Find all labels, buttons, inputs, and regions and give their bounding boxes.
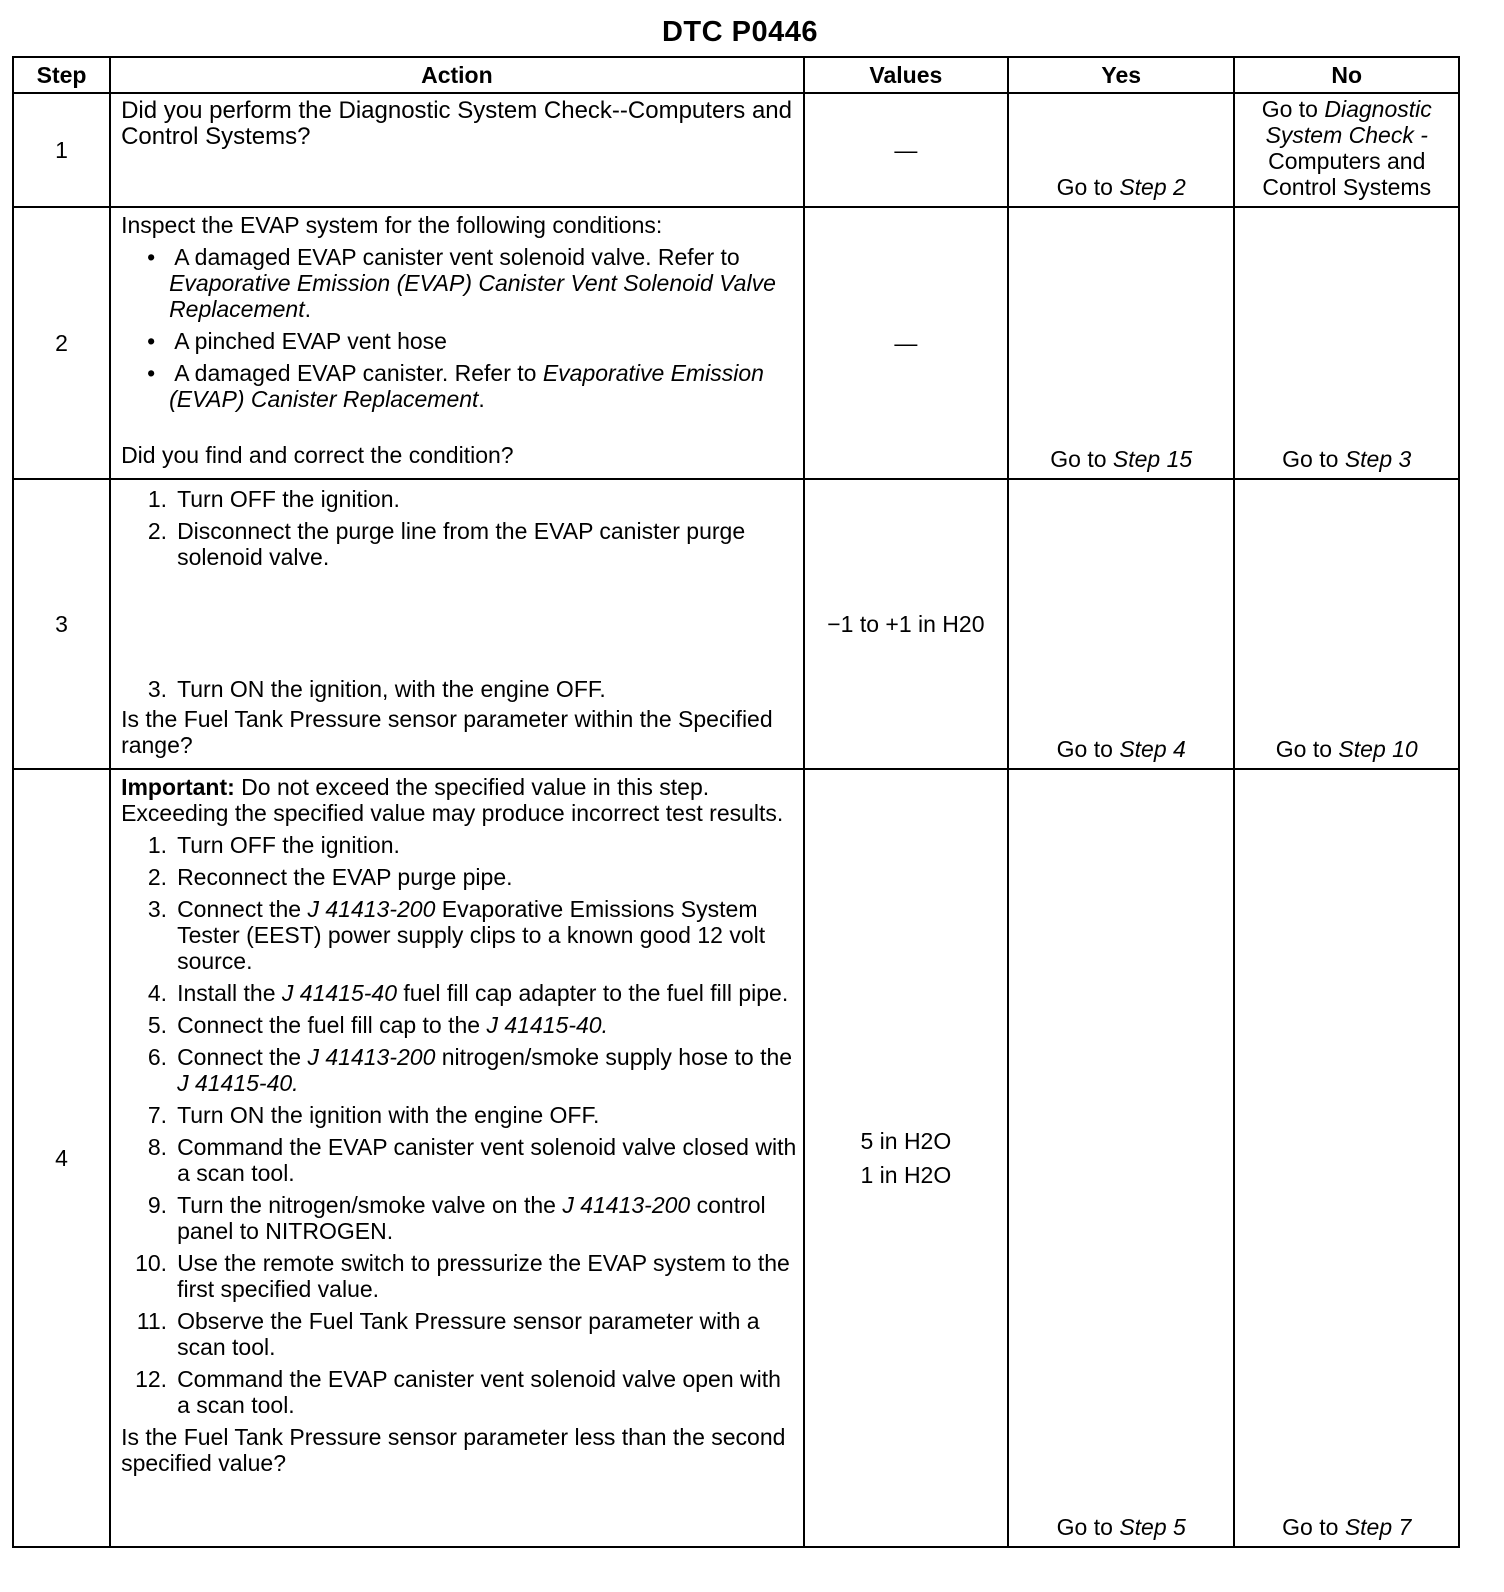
list-item: 5. Connect the fuel fill cap to the J 41415-40. [147,1012,608,1038]
header-step: Step [13,57,110,93]
list-item: 3. Connect the J 41413-200 Evaporative Emissions System Tester (EEST) power supply clips to a known good 12 volt source. [147,896,766,974]
header-action: Action [110,57,804,93]
value-first: 5 in H2O [860,1128,952,1154]
action-question: Is the Fuel Tank Pressure sensor parameter less than the second specified value? [121,1424,786,1476]
document-title: DTC P0446 [661,16,818,48]
yes-cell [1008,769,1235,1547]
list-item: 3. Turn ON the ignition, with the engine OFF. [147,676,606,702]
header-row [13,57,1459,93]
go-to-text: Go to [1056,736,1113,762]
yes-link[interactable]: Step 15 [1112,446,1193,472]
go-to-text: Go to [1056,1514,1113,1540]
values-cell [804,769,1008,1547]
action-question: Is the Fuel Tank Pressure sensor parameter within the Specified range? [121,706,773,758]
yes-cell [1008,93,1235,207]
go-to-text: Go to [1275,736,1333,762]
list-item: 1. Turn OFF the ignition. [147,832,400,858]
yes-link[interactable]: Step 2 [1119,174,1186,200]
header-values: Values [804,57,1008,93]
diagnostic-table [12,56,1460,1548]
tool-link[interactable]: J 41413-200 [562,1192,691,1218]
step-number: 2 [13,207,110,479]
yes-cell [1008,479,1235,769]
list-item: 7. Turn ON the ignition with the engine OFF. [147,1102,600,1128]
go-to-text: Go to [1261,96,1318,122]
go-to-text: Go to [1282,1514,1339,1540]
go-to-text: Go to [1050,446,1107,472]
important-label: Important: [121,774,235,800]
no-link[interactable]: Step 7 [1344,1514,1412,1540]
values-cell: — [804,93,1008,207]
important-note: Important: Do not exceed the specified value in this step. Exceeding the specified value may produce incorrect test results. [121,774,784,826]
list-item: 12. Command the EVAP canister vent solenoid valve open with a scan tool. [135,1366,781,1418]
list-item: 1. Turn OFF the ignition. [147,486,400,512]
step-number: 4 [13,769,110,1547]
tool-link[interactable]: J 41415-40. [486,1012,608,1038]
no-cell [1234,93,1459,207]
no-link[interactable]: Step 10 [1338,736,1418,762]
list-item: 2. Disconnect the purge line from the EVAP canister purge solenoid valve. [147,518,746,570]
list-item: • A damaged EVAP canister vent solenoid valve. Refer to Evaporative Emission (EVAP) Canister Vent Solenoid Valve Replacement. [121,244,797,322]
reference-link[interactable]: Evaporative Emission (EVAP) Canister Vent Solenoid Valve Replacement [169,270,776,322]
list-item: 6. Connect the J 41413-200 nitrogen/smoke supply hose to the J 41415-40. [147,1044,793,1096]
no-cell [1234,769,1459,1547]
yes-link[interactable]: Step 5 [1119,1514,1186,1540]
no-cell [1234,479,1459,769]
table-row [13,207,1459,479]
yes-link[interactable]: Step 4 [1119,736,1186,762]
action-cell [110,479,804,769]
step-number: 3 [13,479,110,769]
no-cell [1234,207,1459,479]
values-cell: — [804,207,1008,479]
table-row [13,93,1459,207]
go-to-text: Go to [1282,446,1339,472]
header-yes: Yes [1008,57,1235,93]
tool-link[interactable]: J 41415-40 [281,980,397,1006]
action-intro: Inspect the EVAP system for the following conditions: [121,212,663,238]
go-to-text: Go to [1056,174,1113,200]
list-item: • A damaged EVAP canister. Refer to Evaporative Emission (EVAP) Canister Replacement. [121,360,797,412]
tool-link[interactable]: J 41413-200 [307,1044,436,1070]
reference-link[interactable]: Evaporative Emission (EVAP) Canister Replacement [169,360,764,412]
list-item: 2. Reconnect the EVAP purge pipe. [147,864,513,890]
no-link-tail[interactable]: Computers and Control Systems [1262,148,1432,200]
values-cell: −1 to +1 in H20 [804,479,1008,769]
no-link[interactable]: Diagnostic System Check - [1265,96,1432,148]
no-link[interactable]: Step 3 [1344,446,1412,472]
yes-cell [1008,207,1235,479]
action-cell [110,769,804,1547]
step-number: 1 [13,93,110,207]
value-second: 1 in H2O [860,1162,952,1188]
tool-link[interactable]: J 41413-200 [307,896,436,922]
list-item: 9. Turn the nitrogen/smoke valve on the J 41413-200 control panel to NITROGEN. [147,1192,766,1244]
action-question: Did you find and correct the condition? [121,442,514,468]
list-item: 10. Use the remote switch to pressurize the EVAP system to the first specified value. [135,1250,790,1302]
action-cell [110,207,804,479]
list-item: 8. Command the EVAP canister vent solenoid valve closed with a scan tool. [147,1134,797,1186]
table-row [13,769,1459,1547]
list-item: 4. Install the J 41415-40 fuel fill cap adapter to the fuel fill pipe. [147,980,789,1006]
list-item: 11. Observe the Fuel Tank Pressure sensor parameter with a scan tool. [136,1308,760,1360]
action-question: Did you perform the Diagnostic System Check--Computers and Control Systems? [121,97,792,150]
table-row [13,479,1459,769]
tool-link[interactable]: J 41415-40. [177,1070,299,1096]
header-no: No [1234,57,1459,93]
list-item: • A pinched EVAP vent hose [121,328,797,354]
action-cell [110,93,804,207]
